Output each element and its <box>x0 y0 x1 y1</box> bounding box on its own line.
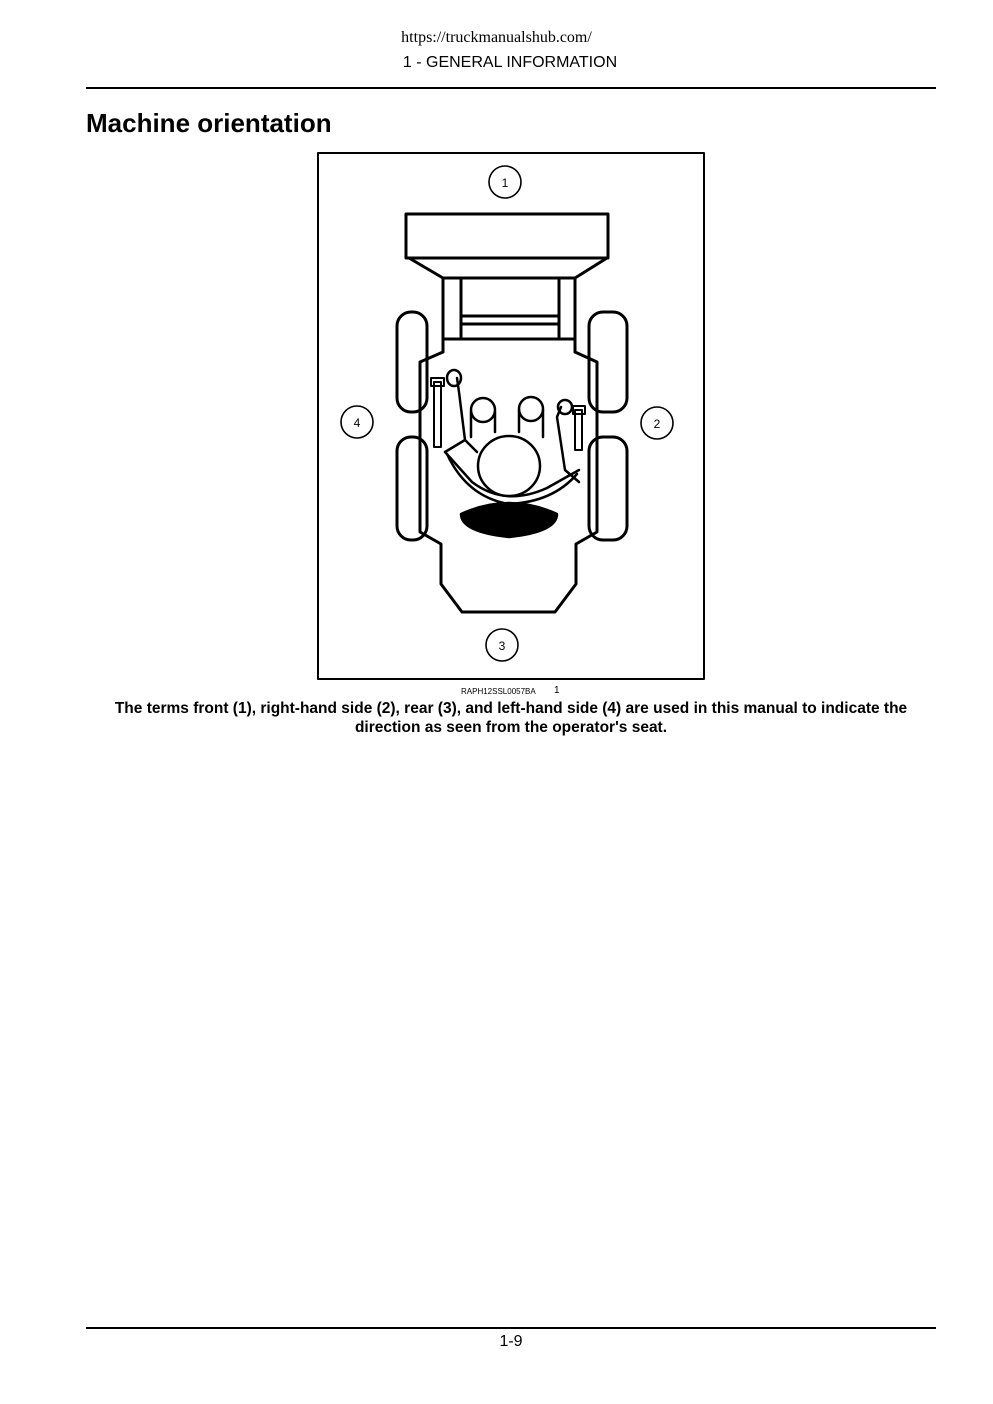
machine-orientation-figure <box>317 152 705 680</box>
header-rule <box>86 87 936 89</box>
section-header: 1 - GENERAL INFORMATION <box>402 54 618 71</box>
callout-right-label: 2 <box>653 417 661 431</box>
figure-caption: The terms front (1), right-hand side (2), rear (3), and left-hand side (4) are used in this manual to indicate the direction as seen from the operator's seat. <box>114 700 908 736</box>
page-title: Machine orientation <box>86 108 332 138</box>
callout-front-label: 1 <box>501 176 509 190</box>
operator-drawing <box>445 370 579 537</box>
callout-right <box>641 407 673 439</box>
header-url: https://truckmanualshub.com/ <box>401 29 592 46</box>
callout-rear-label: 3 <box>498 639 506 653</box>
callout-front <box>489 166 521 198</box>
callout-left-label: 4 <box>353 416 361 430</box>
callout-left <box>341 406 373 438</box>
callout-rear <box>486 629 518 661</box>
page-number: 1-9 <box>499 1333 523 1350</box>
figure-frame <box>318 153 704 679</box>
figure-image-id: RAPH12SSL0057BA <box>461 687 536 696</box>
bucket-drawing <box>406 214 608 352</box>
footer-rule <box>86 1327 936 1329</box>
figure-number: 1 <box>554 685 560 696</box>
